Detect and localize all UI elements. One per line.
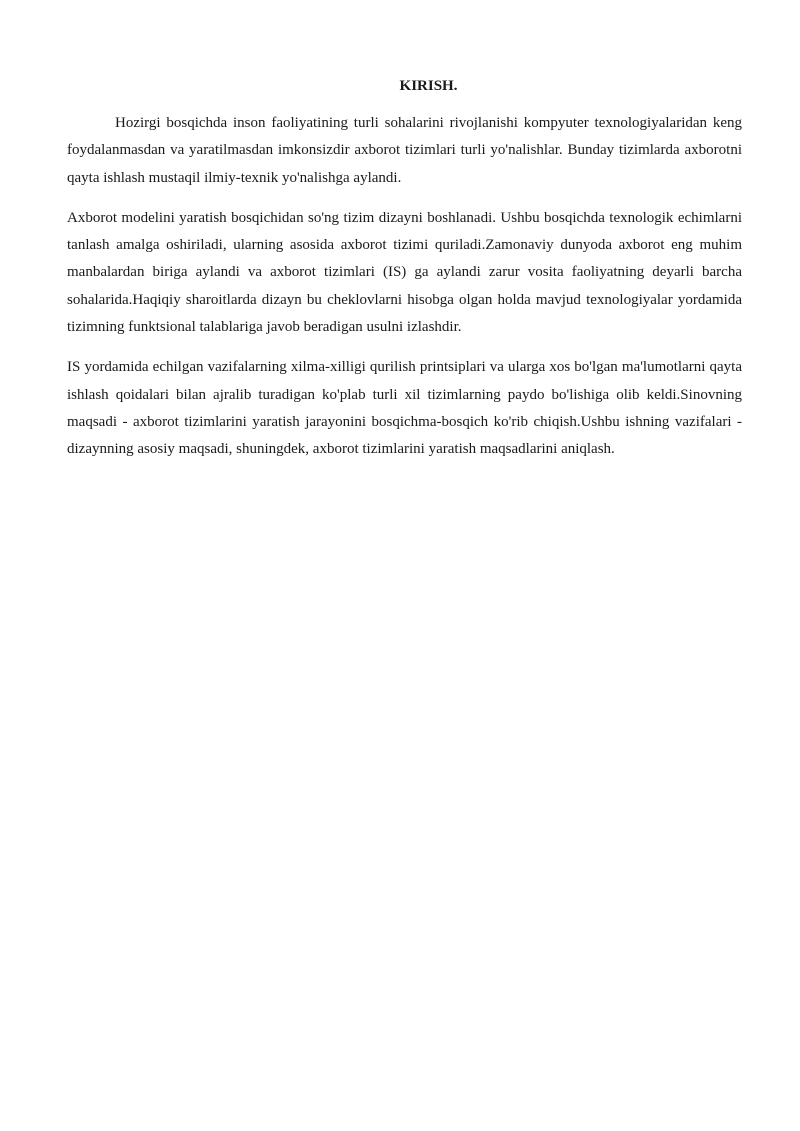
paragraph-3: IS yordamida echilgan vazifalarning xilma-xilligi qurilish printsiplari va ularga xos bo'lgan ma'lumotlarni qayta ishlash qoidalari bilan ajralib turadigan ko'plab turli xil tizimlarning paydo bo'lishiga olib keldi.Sinovning maqsadi - axborot tizimlarini yaratish jarayonini bosqichma-bosqich ko'rib chiqish.Ushbu ishning vazifalari - dizaynning asosiy maqsadi, shuningdek, axborot tizimlarini yaratish maqsadlarini aniqlash. [67,359,742,458]
paragraph-1: Hozirgi bosqichda inson faoliyatining turli sohalarini rivojlanishi kompyuter texnologiyalaridan keng foydalanmasdan va yaratilmasdan imkonsizdir axborot tizimlari turli yo'nalishlar. Bunday tizimlarda axborotni qayta ishlash mustaqil ilmiy-texnik yo'nalishga aylandi. [67,115,742,186]
paragraph-2: Axborot modelini yaratish bosqichidan so'ng tizim dizayni boshlanadi. Ushbu bosqichda texnologik echimlarni tanlash amalga oshiriladi, ularning asosida axborot tizimi quriladi.Zamonaviy dunyoda axborot eng muhim manbalardan biriga aylandi va axborot tizimlari (IS) ga aylandi zarur vosita faoliyatning deyarli barcha sohalarida.Haqiqiy sharoitlarda dizayn bu cheklovlarni hisobga olgan holda mavjud texnologiyalar yordamida tizimning funktsional talablariga javob beradigan usulni izlashdir. [67,209,742,336]
document-body [67,74,742,477]
section-title: KIRISH. [399,78,458,94]
